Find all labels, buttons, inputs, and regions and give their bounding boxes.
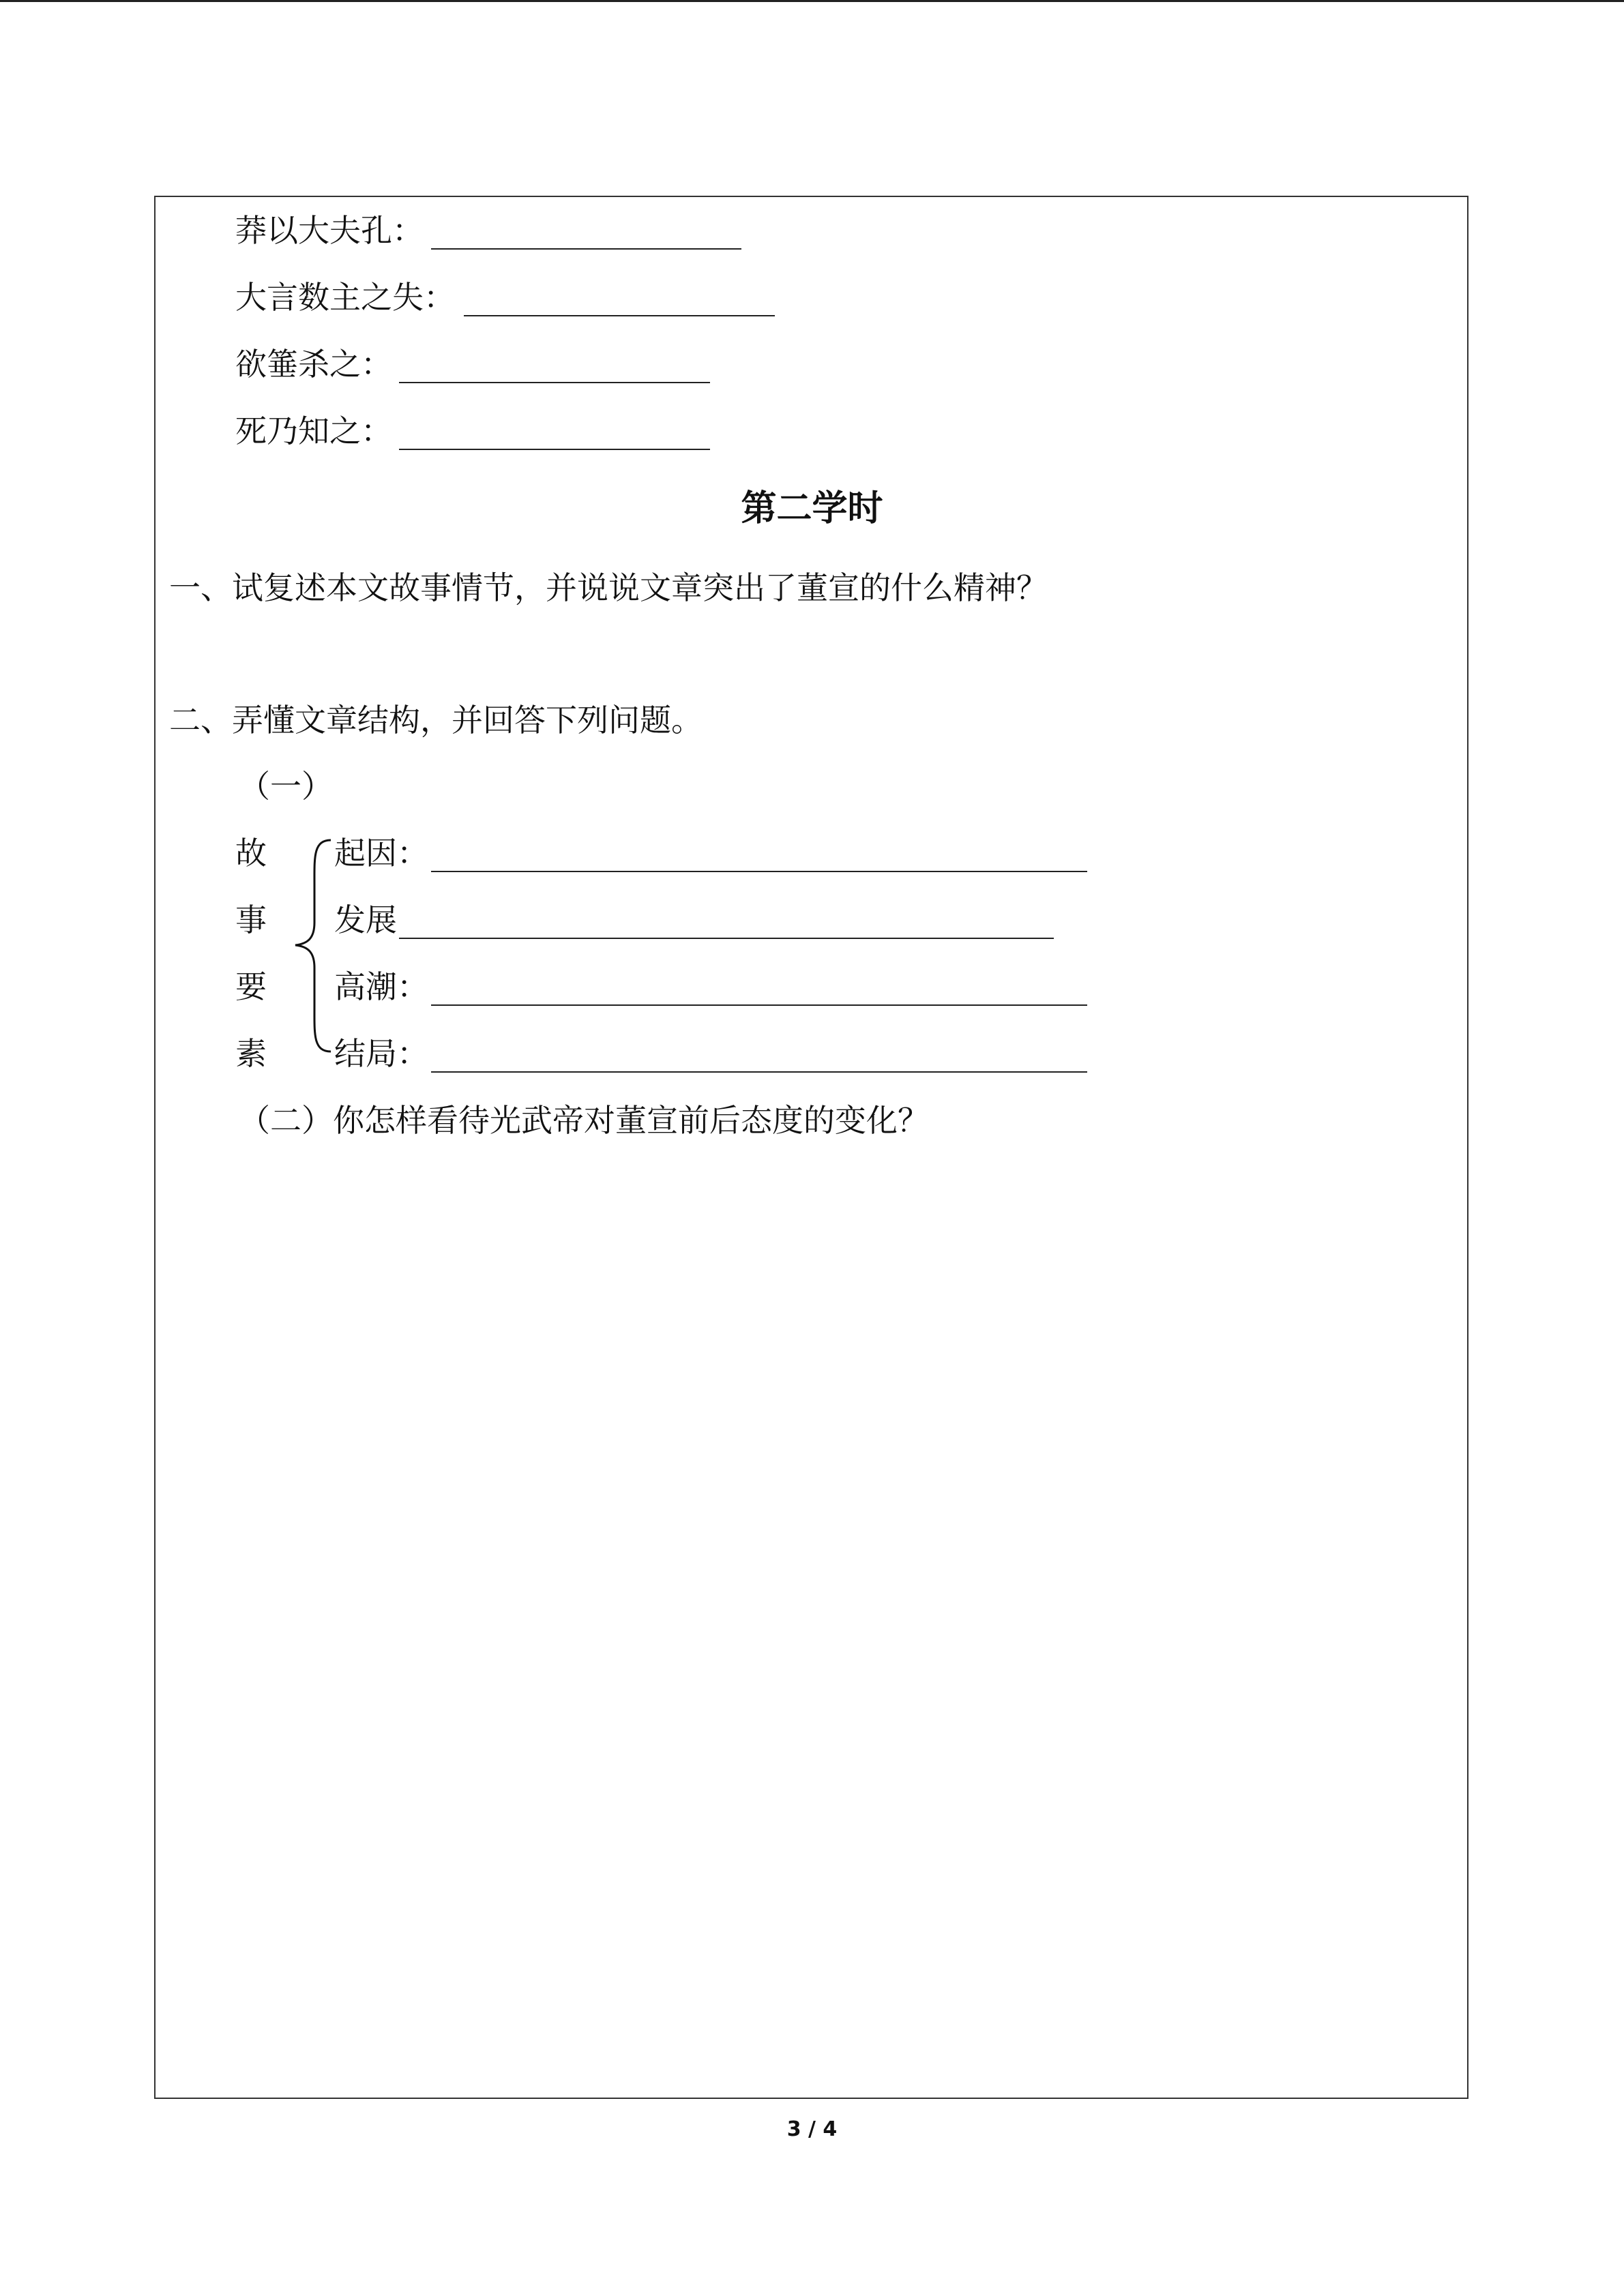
sub-question-1-label: （一） [239, 768, 333, 805]
story-element-ending-blank[interactable] [431, 1071, 1087, 1073]
vocab-blank-3[interactable] [399, 382, 710, 383]
vocab-label-4: 死乃知之： [235, 413, 392, 449]
story-element-development-label: 发展 [334, 901, 397, 938]
story-elements-char-3: 要 [235, 968, 267, 1005]
story-elements-char-2: 事 [235, 901, 267, 938]
vocab-label-3: 欲箠杀之： [235, 346, 392, 383]
vocab-label-2: 大言数主之失： [235, 279, 455, 316]
story-elements-char-4: 素 [235, 1035, 267, 1072]
curly-brace-icon [290, 837, 338, 1054]
story-element-cause-blank[interactable] [431, 871, 1087, 872]
section-title: 第二学时 [741, 488, 883, 529]
vocab-blank-2[interactable] [464, 315, 775, 316]
sub-question-2: （二）你怎样看待光武帝对董宣前后态度的变化？ [239, 1102, 929, 1139]
page-number: 3 / 4 [786, 2117, 838, 2141]
story-element-climax-blank[interactable] [431, 1004, 1087, 1006]
vocab-blank-1[interactable] [431, 248, 741, 250]
question-2: 二、弄懂文章结构，并回答下列问题。 [169, 702, 703, 739]
story-element-development-blank[interactable] [399, 938, 1054, 939]
story-element-climax-label: 高潮： [334, 968, 428, 1005]
page-top-rule [0, 0, 1624, 2]
worksheet-frame [154, 196, 1468, 2099]
vocab-label-1: 莽以大夫孔： [235, 212, 424, 249]
vocab-blank-4[interactable] [399, 449, 710, 450]
story-element-ending-label: 结局： [334, 1035, 428, 1072]
story-elements-char-1: 故 [235, 835, 267, 871]
question-1: 一、试复述本文故事情节，并说说文章突出了董宣的什么精神？ [169, 569, 1048, 606]
story-element-cause-label: 起因： [334, 835, 428, 871]
